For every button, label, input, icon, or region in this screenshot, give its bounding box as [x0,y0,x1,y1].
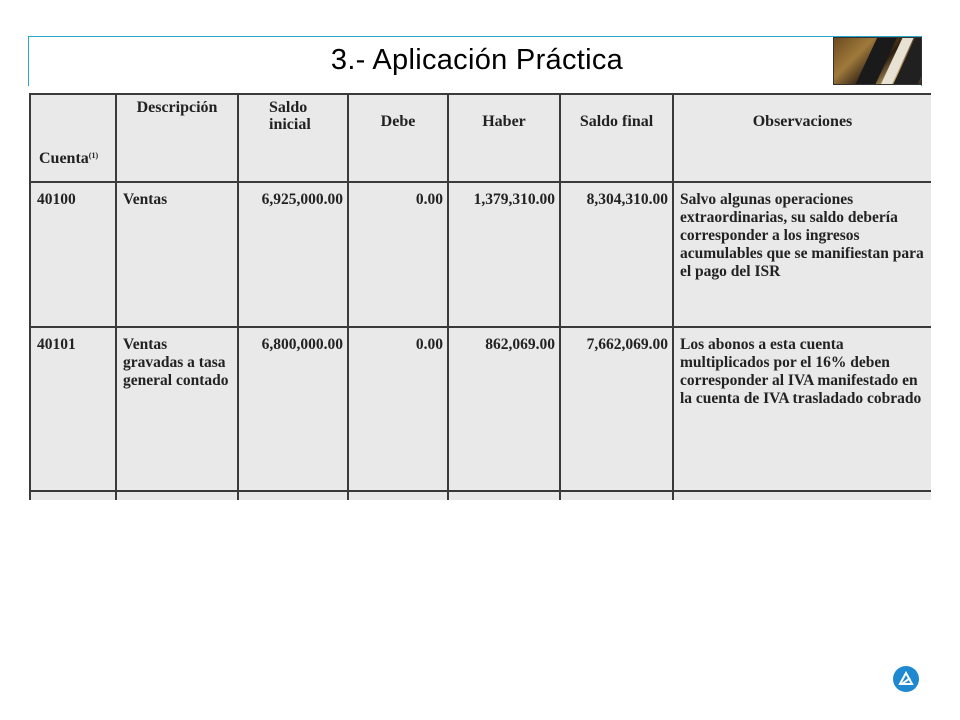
cell-debe: 0.00 [348,327,448,491]
table-header-row [30,94,931,182]
cell-saldo-final: 7,662,069.00 [560,327,673,491]
cell-descripcion: Ventas [116,182,238,327]
cell-cuenta: 40100 [30,182,116,327]
cell-saldo-final: 8,304,310.00 [560,182,673,327]
cell-debe: 0.00 [348,182,448,327]
slide-background [0,500,960,720]
cell-saldo-inicial: 6,925,000.00 [238,182,348,327]
cell-haber: 862,069.00 [448,327,560,491]
header-observaciones: Observaciones [673,94,931,182]
header-cuenta-note: (1) [88,151,99,160]
company-logo-icon [893,666,919,692]
cell-cuenta: 40101 [30,327,116,491]
cell-saldo-inicial: 6,800,000.00 [238,327,348,491]
cell-descripcion: Ventas gravadas a tasa general contado [116,327,238,491]
cell-haber: 1,379,310.00 [448,182,560,327]
header-descripcion: Descripción [116,94,238,182]
ledger-table [29,93,931,500]
header-haber: Haber [448,94,560,182]
cell-observaciones: Salvo algunas operaciones extraordinarias, su saldo debería corresponder a los ingresos acumulables que se manifiestan para el pago del ISR [673,182,931,327]
header-cuenta: Cuenta$^{(1)}$ [30,94,116,182]
slide-title: 3.- Aplicación Práctica [330,44,624,76]
table-row [30,327,931,491]
header-saldo-final: Saldo final [560,94,673,182]
ledger-table-image [29,93,931,500]
header-saldo-inicial: Saldo inicial [238,94,348,182]
cell-observaciones: Los abonos a esta cuenta multiplicados por el 16% deben corresponder al IVA manifestado en la cuenta de IVA trasladado cobrado [673,327,931,491]
table-row-cut [30,491,931,500]
header-debe: Debe [348,94,448,182]
business-person-photo [833,37,922,85]
table-row [30,182,931,327]
